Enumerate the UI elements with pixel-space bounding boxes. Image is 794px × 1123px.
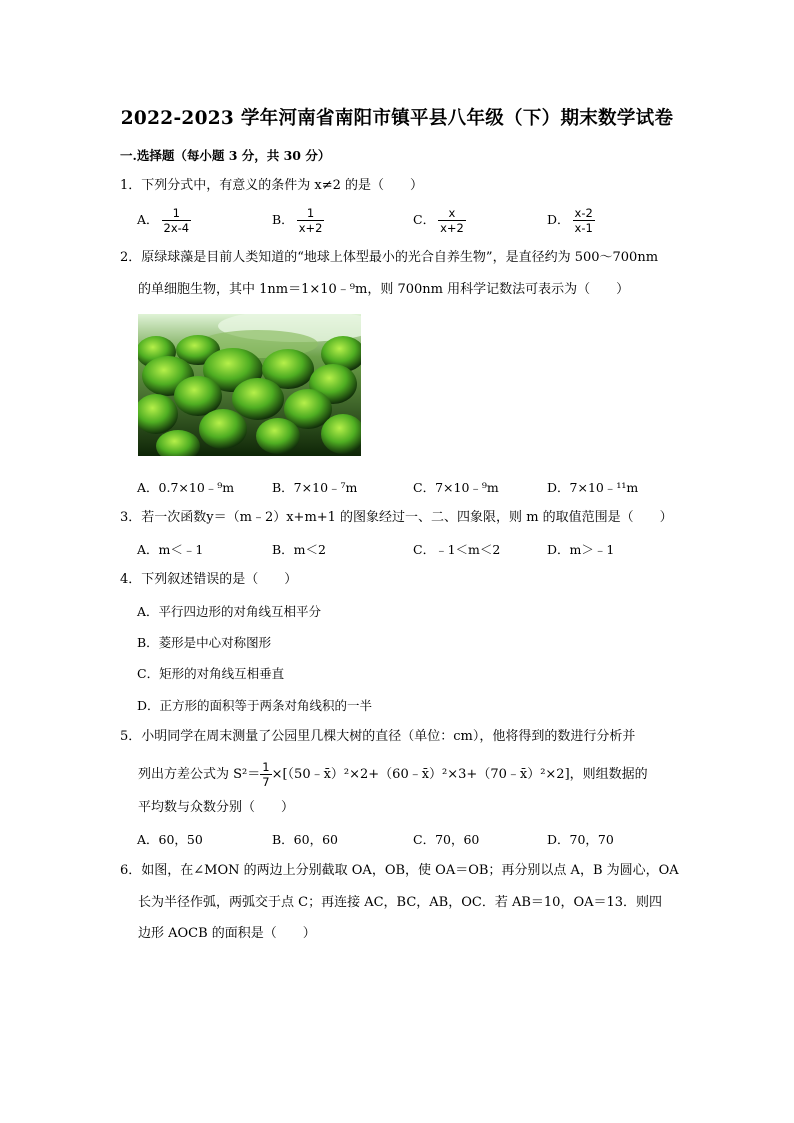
fraction-denominator: x+2 xyxy=(440,221,464,235)
fraction-numerator: x xyxy=(448,206,456,220)
question-1-stem: 1．下列分式中，有意义的条件为 x≠2 的是（ ） xyxy=(120,178,424,193)
fraction-numerator: 1 xyxy=(262,760,270,774)
q1-option-c-label: C． xyxy=(413,212,436,227)
q5-option-b: B．60，60 xyxy=(272,832,338,847)
question-5-line-3: 平均数与众数分别（ ） xyxy=(138,800,295,815)
q4-option-d: D．正方形的面积等于两条对角线积的一半 xyxy=(137,698,373,713)
q2-option-d: D．7×10﹣¹¹m xyxy=(547,480,639,495)
q1-option-d-fraction xyxy=(573,206,595,235)
fraction-numerator: 1 xyxy=(172,206,180,220)
q1-option-c-fraction xyxy=(438,206,466,235)
question-4-stem: 4．下列叙述错误的是（ ） xyxy=(120,572,298,587)
q1-option-a-label: A． xyxy=(137,212,159,227)
fraction-denominator: x+2 xyxy=(298,221,323,235)
question-5-line-2 xyxy=(138,760,648,789)
q1-option-c xyxy=(413,206,466,235)
question-3-stem: 3．若一次函数y＝（m﹣2）x+m+1 的图象经过一、二、四象限，则 m 的取值范围是（ ） xyxy=(120,510,673,525)
q5-variance-formula: ×[（50﹣x̄）²×2+（60﹣x̄）²×3+（70﹣x̄）²×2]，则组数据的 xyxy=(271,767,648,782)
q4-option-a: A．平行四边形的对角线互相平分 xyxy=(137,604,322,619)
marimo-moss-ball-photo xyxy=(138,314,361,456)
q1-option-a xyxy=(137,206,191,235)
question-2-line-1: 2．原绿球藻是目前人类知道的“地球上体型最小的光合自养生物”，是直径约为 500～700nm xyxy=(120,250,659,265)
moss-ball-illustration xyxy=(138,314,361,456)
q1-option-a-fraction xyxy=(162,206,192,235)
q3-option-a: A．m＜﹣1 xyxy=(137,542,204,557)
q3-option-c: C．﹣1＜m＜2 xyxy=(413,542,501,557)
q5-option-c: C．70，60 xyxy=(413,832,480,847)
q1-option-d-label: D． xyxy=(547,212,570,227)
q5-fraction-one-seventh xyxy=(260,760,271,789)
section-heading: 一.选择题（每小题 3 分，共 30 分） xyxy=(120,148,331,163)
fraction-denominator: x-1 xyxy=(574,221,593,235)
question-6-line-1: 6．如图，在∠MON 的两边上分别截取 OA，OB，使 OA＝OB；再分别以点 A，B 为圆心，OA xyxy=(120,863,679,878)
fraction-numerator: x-2 xyxy=(574,206,593,220)
fraction-denominator: 7 xyxy=(262,775,270,789)
q5-option-d: D．70，70 xyxy=(547,832,614,847)
q1-option-b xyxy=(272,206,324,235)
q1-option-b-fraction xyxy=(297,206,325,235)
q2-option-a: A．0.7×10﹣⁹m xyxy=(137,480,235,495)
q4-option-b: B．菱形是中心对称图形 xyxy=(137,635,272,650)
q5-variance-prefix: 列出方差公式为 S²＝ xyxy=(138,767,261,782)
question-6-line-2: 长为半径作弧，两弧交于点 C；再连接 AC，BC，AB，OC．若 AB＝10，OA＝13．则四 xyxy=(138,895,663,910)
question-5-line-1: 5．小明同学在周末测量了公园里几棵大树的直径（单位：cm），他将得到的数进行分析并 xyxy=(120,729,636,744)
page-title: 2022-2023 学年河南省南阳市镇平县八年级（下）期末数学试卷 xyxy=(120,108,674,129)
q1-option-d xyxy=(547,206,595,235)
q4-option-c: C．矩形的对角线互相垂直 xyxy=(137,666,285,681)
q5-option-a: A．60，50 xyxy=(137,832,203,847)
fraction-denominator: 2x-4 xyxy=(163,221,190,235)
fraction-numerator: 1 xyxy=(306,206,315,220)
question-6-line-3: 边形 AOCB 的面积是（ ） xyxy=(138,926,316,941)
q3-option-b: B．m＜2 xyxy=(272,542,326,557)
q1-option-b-label: B． xyxy=(272,212,294,227)
question-2-line-2: 的单细胞生物，其中 1nm＝1×10﹣⁹m，则 700nm 用科学记数法可表示为（ ） xyxy=(138,282,630,297)
q3-option-d: D．m＞﹣1 xyxy=(547,542,615,557)
q2-option-b: B．7×10﹣⁷m xyxy=(272,480,358,495)
q2-option-c: C．7×10﹣⁹m xyxy=(413,480,499,495)
